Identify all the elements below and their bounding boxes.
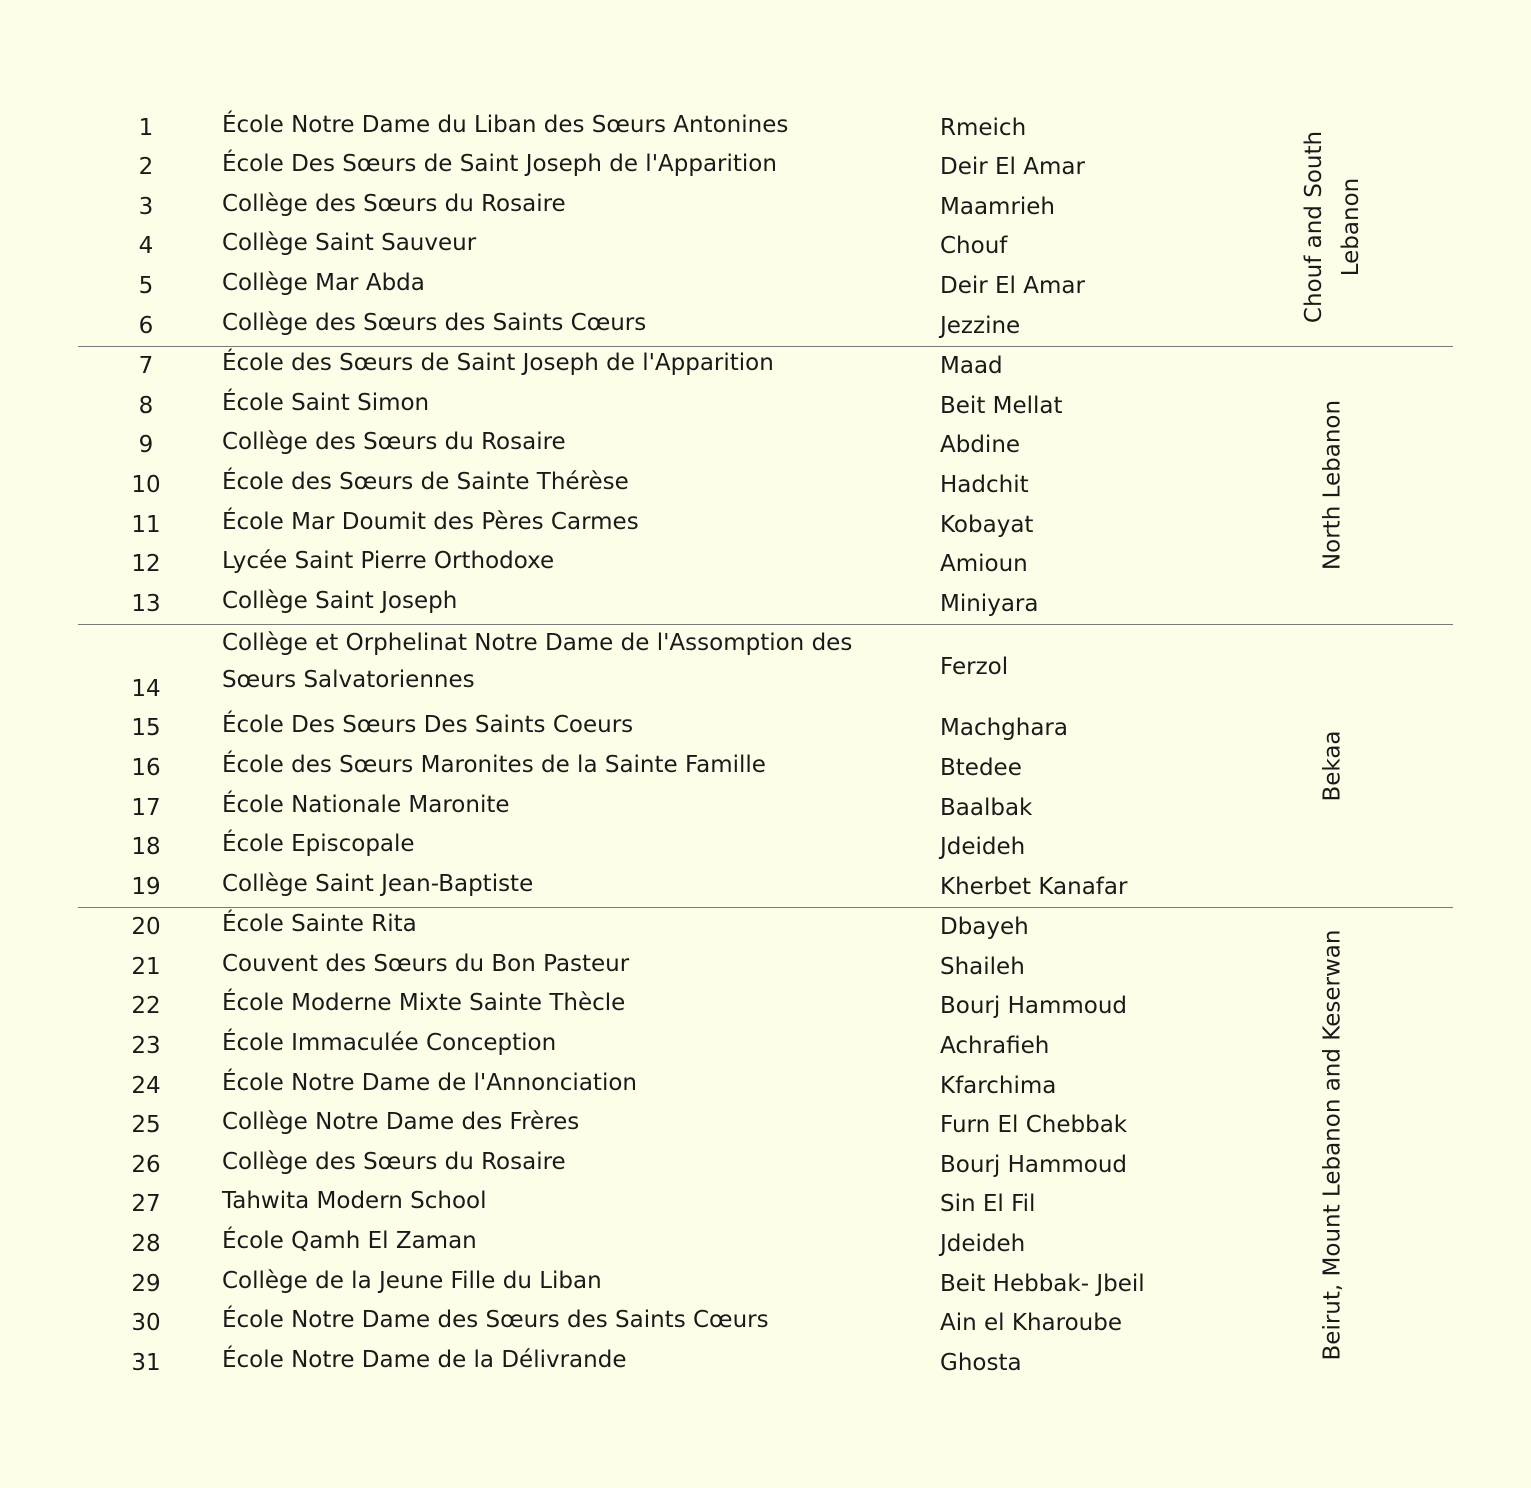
school-name: École Notre Dame de l'Annonciation [222, 1069, 637, 1096]
table-row [78, 386, 1278, 426]
town-name: Kfarchima [940, 1072, 1057, 1099]
row-number: 23 [131, 1033, 161, 1060]
town-name: Baalbak [940, 794, 1033, 821]
row-number: 10 [131, 471, 161, 498]
row-number: 29 [131, 1270, 161, 1297]
town-name: Abdine [940, 432, 1021, 459]
town-name: Jdeideh [940, 1231, 1026, 1258]
row-number: 20 [131, 914, 161, 941]
row-number: 30 [131, 1310, 161, 1337]
school-name: École Nationale Maronite [222, 791, 510, 818]
region-cell [1278, 625, 1388, 907]
table-row [78, 828, 1278, 868]
school-name: École des Sœurs de Sainte Thérèse [222, 468, 629, 495]
row-number: 9 [138, 432, 154, 459]
school-name: École Notre Dame du Liban des Sœurs Antonines [222, 111, 789, 138]
region-group [78, 346, 1453, 624]
school-name: École Immaculée Conception [222, 1030, 557, 1057]
school-name: École des Sœurs Maronites de la Sainte Famille [222, 751, 766, 778]
school-name: Collège et Orphelinat Notre Dame de l'Assomption des Sœurs Salvatoriennes [222, 629, 853, 693]
region-cell [1278, 908, 1388, 1383]
school-name: Collège Saint Jean-Baptiste [222, 870, 534, 897]
table-row [78, 505, 1278, 545]
town-name: Maad [940, 353, 1003, 380]
table-row [78, 148, 1278, 188]
school-name: École Notre Dame de la Délivrande [222, 1346, 627, 1373]
table-row [78, 108, 1278, 148]
table-row [78, 266, 1278, 306]
table-row [78, 227, 1278, 267]
row-number: 6 [138, 312, 154, 339]
table-row [78, 1185, 1278, 1225]
table-row [78, 426, 1278, 466]
town-name: Beit Mellat [940, 392, 1063, 419]
table-row [78, 1026, 1278, 1066]
school-name: Couvent des Sœurs du Bon Pasteur [222, 950, 630, 977]
table-row [78, 465, 1278, 505]
town-name: Bourj Hammoud [940, 1151, 1128, 1178]
school-name: École Qamh El Zaman [222, 1228, 477, 1255]
school-name: Collège des Sœurs du Rosaire [222, 190, 566, 217]
town-name: Amioun [940, 551, 1028, 578]
town-name: Miniyara [940, 590, 1039, 617]
table-row [78, 187, 1278, 227]
school-name: Tahwita Modern School [222, 1188, 487, 1215]
row-number: 5 [138, 272, 154, 299]
row-number: 7 [138, 353, 154, 380]
table-row [78, 908, 1278, 948]
town-name: Achrafieh [940, 1033, 1050, 1060]
row-number: 24 [131, 1072, 161, 1099]
town-name: Ain el Kharoube [940, 1310, 1122, 1337]
town-name: Deir El Amar [940, 272, 1085, 299]
table-row [78, 788, 1278, 828]
region-label: North Lebanon [1319, 400, 1346, 571]
town-name: Dbayeh [940, 914, 1029, 941]
town-name: Jezzine [940, 312, 1021, 339]
school-name: École Sainte Rita [222, 911, 417, 938]
school-name: Collège Notre Dame des Frères [222, 1109, 580, 1136]
school-name: Collège Saint Sauveur [222, 230, 477, 257]
town-name: Kherbet Kanafar [940, 873, 1128, 900]
row-number: 12 [131, 551, 161, 578]
town-name: Btedee [940, 754, 1022, 781]
table-row [78, 987, 1278, 1027]
region-label: Bekaa [1319, 730, 1346, 802]
table-row [78, 1304, 1278, 1344]
region-rows [78, 908, 1278, 1383]
town-name: Hadchit [940, 471, 1029, 498]
table-row [78, 709, 1278, 749]
table-row [78, 1106, 1278, 1146]
town-name: Kobayat [940, 511, 1034, 538]
row-number: 13 [131, 590, 161, 617]
table-row [78, 1224, 1278, 1264]
town-name: Chouf [940, 233, 1008, 260]
row-number: 22 [131, 993, 161, 1020]
town-name: Rmeich [940, 114, 1027, 141]
table-row [78, 748, 1278, 788]
row-number: 21 [131, 953, 161, 980]
school-name: Collège Saint Joseph [222, 587, 458, 614]
row-number: 11 [131, 511, 161, 538]
table-row [78, 1343, 1278, 1383]
school-name: École Notre Dame des Sœurs des Saints Cœurs [222, 1307, 769, 1334]
school-name: École Episcopale [222, 831, 415, 858]
table-row [78, 1066, 1278, 1106]
row-number: 31 [131, 1349, 161, 1376]
table-row [78, 867, 1278, 907]
school-name: Lycée Saint Pierre Orthodoxe [222, 548, 555, 575]
schools-table [78, 108, 1453, 1383]
row-number: 27 [131, 1191, 161, 1218]
school-name: Collège des Sœurs des Saints Cœurs [222, 309, 647, 336]
school-name: École Moderne Mixte Sainte Thècle [222, 990, 626, 1017]
row-number: 16 [131, 754, 161, 781]
table-row [78, 1145, 1278, 1185]
school-name: Collège de la Jeune Fille du Liban [222, 1267, 602, 1294]
row-number: 25 [131, 1112, 161, 1139]
region-cell [1278, 108, 1388, 346]
town-name: Maamrieh [940, 193, 1056, 220]
town-name: Bourj Hammoud [940, 993, 1128, 1020]
town-name: Deir El Amar [940, 154, 1085, 181]
school-name: École Mar Doumit des Pères Carmes [222, 508, 639, 535]
region-group [78, 108, 1453, 346]
town-name: Ghosta [940, 1349, 1022, 1376]
region-rows [78, 625, 1278, 907]
town-name: Ferzol [940, 653, 1009, 680]
town-name: Furn El Chebbak [940, 1112, 1128, 1139]
row-number: 2 [138, 154, 154, 181]
region-label: Chouf and South Lebanon [1301, 130, 1364, 323]
town-name: Beit Hebbak- Jbeil [940, 1270, 1145, 1297]
table-row [78, 306, 1278, 346]
region-rows [78, 108, 1278, 346]
town-name: Shaileh [940, 953, 1025, 980]
school-name: École des Sœurs de Saint Joseph de l'Apparition [222, 350, 774, 377]
table-row [78, 1264, 1278, 1304]
row-number: 19 [131, 873, 161, 900]
row-number: 28 [131, 1231, 161, 1258]
region-group [78, 624, 1453, 907]
school-name: Collège des Sœurs du Rosaire [222, 429, 566, 456]
row-number: 17 [131, 794, 161, 821]
town-name: Sin El Fil [940, 1191, 1036, 1218]
school-name: École Des Sœurs Des Saints Coeurs [222, 712, 634, 739]
town-name: Jdeideh [940, 834, 1026, 861]
row-number: 3 [138, 193, 154, 220]
row-number: 18 [131, 834, 161, 861]
town-name: Machghara [940, 715, 1068, 742]
row-number: 1 [138, 114, 154, 141]
school-name: Collège des Sœurs du Rosaire [222, 1148, 566, 1175]
region-cell [1278, 347, 1388, 624]
table-row [78, 584, 1278, 624]
table-row [78, 347, 1278, 387]
school-name: Collège Mar Abda [222, 269, 425, 296]
row-number: 4 [138, 233, 154, 260]
row-number: 26 [131, 1151, 161, 1178]
school-name: École Des Sœurs de Saint Joseph de l'Apparition [222, 151, 777, 178]
school-name: École Saint Simon [222, 389, 430, 416]
row-number: 8 [138, 392, 154, 419]
table-row [78, 545, 1278, 585]
region-rows [78, 347, 1278, 624]
region-group [78, 907, 1453, 1383]
region-label: Beirut, Mount Lebanon and Keserwan [1319, 929, 1346, 1361]
row-number: 15 [131, 715, 161, 742]
table-row [78, 947, 1278, 987]
row-number: 14 [131, 675, 161, 702]
table-row [78, 625, 1278, 709]
